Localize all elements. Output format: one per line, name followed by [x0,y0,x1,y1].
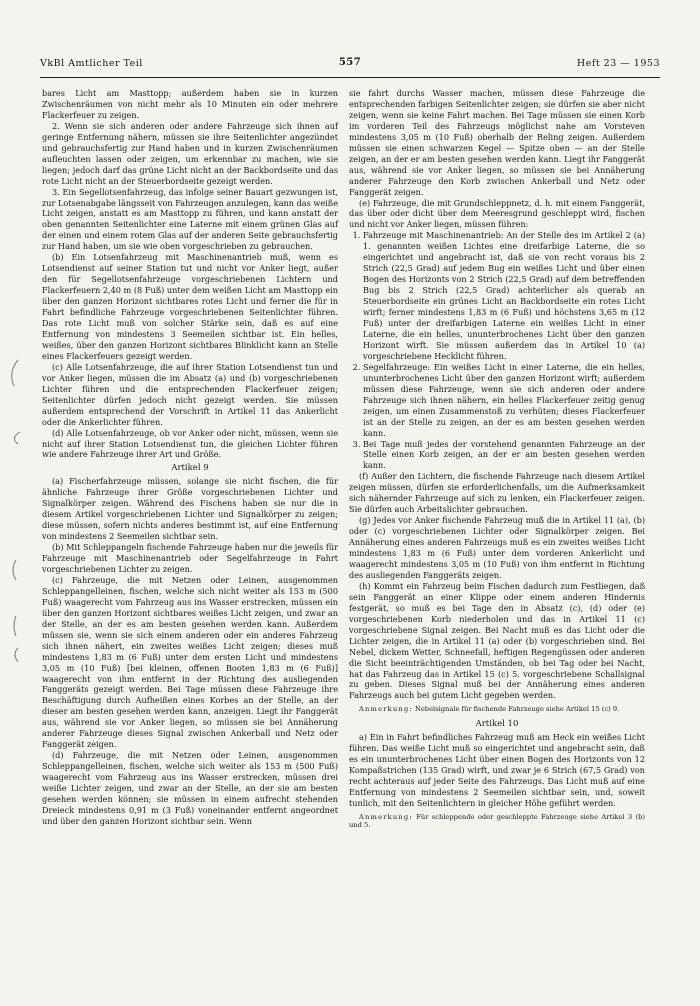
pencil-mark [13,560,16,580]
pencil-mark [14,432,20,444]
issue-label: Heft 23 — 1953 [576,58,660,69]
paragraph: a) Ein in Fahrt befindliches Fahrzeug muß am Heck ein weißes Licht führen. Das weiße Licht muß so eingerichtet und angebracht sein, daß es ein ununterbrochenes Licht über einen Bogen des Horizonts von 12 Kompaßstrichen (135 Grad) wirft, und zwar je 6 Strich (67,5 Grad) von recht achteraus auf jeder Seite des Fahrzeugs. Das Licht muß auf eine Entfernung von mindestens 2 Seemeilen sichtbar sein, und, soweit tunlich, mit den Seitenlichtern in gleicher Höhe geführt werden. [349,731,645,808]
paragraph: bares Licht am Masttopp; außerdem haben sie in kurzen Zwischenräumen von nicht mehr als 10 Minuten ein oder mehrere Flackerfeuer zu zeigen. [42,88,338,120]
page-number: 557 [338,57,362,68]
paragraph: 2. Wenn sie sich anderen oder andere Fahrzeuge sich ihnen auf geringe Entfernung nähern, müssen sie ihre Seitenlichter angezündet und gebrauchsfertig zur Hand haben und in kurzen Zwischenräumen aufleuchten lassen oder zeigen, um erkennbar zu machen, wie sie liegen; jedoch darf das grüne Licht nicht an der Backbordseite und das rote Licht nicht an der Steuerbordseite gezeigt werden. [42,120,338,186]
list-item: 1. Fahrzeuge mit Maschinenantrieb: An der Stelle des im Artikel 2 (a) 1. genannten weißen Lichtes eine dreifarbige Laterne, die so eingerichtet und angebracht ist, daß sie von recht voraus bis 2 Strich (22,5 Grad) auf jedem Bug ein weißes Licht und über einen Bogen des Horizonts von 2 Strich (22,5 Grad) auf dem betreffenden Bug bis 2 Strich (22,5 Grad) achterlicher als querab an Steuerbordseite ein grünes Licht an Backbordseite ein rotes Licht wirft; ferner mindestens 1,83 m (6 Fuß) und höchstens 3,65 m (12 Fuß) unter der dreifarbigen Laterne ein weißes Licht in einer Laterne, die ein helles, ununterbrochenes Licht über den ganzen Horizont wirft. Sie müssen außerdem das in Artikel 10 (a) vorgeschriebene Hecklicht führen. [363,230,645,361]
paragraph: (c) Alle Lotsenfahrzeuge, die auf ihrer Station Lotsendienst tun und vor Anker liegen, müssen die im Absatz (a) und (b) vorgeschriebenen Lichter führen und die entsprechenden Flackerfeuer zeigen; Seitenlichter dürfen jedoch nicht gezeigt werden. Sie müssen außerdem entsprechend der Vorschrift in Artikel 11 das Ankerlicht oder die Ankerlichter führen. [42,361,338,427]
footnote [349,705,645,714]
note-text: Nebelsignale für fischende Fahrzeuge siehe Artikel 15 (c) 9. [414,705,620,714]
left-column [42,88,338,827]
margin-pencil-marks [0,0,40,700]
paragraph: (d) Alle Lotsenfahrzeuge, ob vor Anker oder nicht, müssen, wenn sie nicht auf ihrer Station Lotsendienst tun, die gleichen Lichter führen wie andere Fahrzeuge ihrer Art und Größe. [42,427,338,460]
paragraph: (a) Fischerfahrzeuge müssen, solange sie nicht fischen, die für ähnliche Fahrzeuge ihrer Größe vorgeschriebenen Lichter und Signalkörper zeigen. Während des Fischens haben sie nur die in diesem Artikel vorgeschriebenen Lichter und Signalkörper zu zeigen; diese müssen, sofern nichts anderes bestimmt ist, auf eine Entfernung von mindestens 2 Seemeilen sichtbar sein. [42,476,338,542]
note-text: Für schleppende oder geschleppte Fahrzeuge siehe Artikel 3 (b) und 5. [349,812,645,830]
right-column [349,88,645,835]
paragraph: (c) Fahrzeuge, die mit Netzen oder Leinen, ausgenommen Schleppangelleinen, fischen, welche sich nicht weiter als 153 m (500 Fuß) waagerecht vom Fahrzeug aus ins Wasser erstrecken, müssen ein über den ganzen Horizont sichtbares weißes Licht zeigen, und zwar an der Stelle, an der es am besten gesehen werden kann. Außerdem müssen sie, wenn sie sich einem anderen oder ein anderes Fahrzeug sich ihnen nähert, ein zweites weißes Licht zeigen; dieses muß mindestens 1,83 m (6 Fuß) unter dem ersten Licht und mindestens 3,05 m (10 Fuß) [bei kleinen, offenen Booten 1,83 m (6 Fuß)] waagerecht von ihm entfernt in der Richtung des ausliegenden Fanggeräts gezeigt werden. Bei Tage müssen diese Fahrzeuge ihre Beschäftigung durch Aufheißen eines Korbes an der Stelle, an der dieser am besten gesehen werden kann, anzeigen. Liegt ihr Fanggerät aus, während sie vor Anker liegen, so müssen sie bei Annäherung anderer Fahrzeuge dieses Signal zwischen Ankerball und Netz oder Fanggerät zeigen. [42,574,338,750]
paragraph: (b) Mit Schleppangeln fischende Fahrzeuge haben nur die jeweils für Fahrzeuge mit Maschinenantrieb oder Segelfahrzeuge in Fahrt vorgeschriebenen Lichter zu zeigen. [42,542,338,574]
pencil-mark [12,360,18,386]
paragraph: (e) Fahrzeuge, die mit Grundschleppnetz, d. h. mit einem Fanggerät, das über oder dicht über dem Meeresgrund geschleppt wird, fischen und nicht vor Anker liegen, müssen führen: [349,197,645,230]
paragraph: 3. Ein Segellotsenfahrzeug, das infolge seiner Bauart gezwungen ist, zur Lotsenabgabe längsseit von Fahrzeugen anzulegen, kann das weiße Licht zeigen, anstatt es am Masttopp zu führen, und kann anstatt der oben genannten Seitenlichter eine Laterne mit einem grünen Glas auf der einen und einem rotem Glas auf der anderen Seite gebrauchsfertig zur Hand haben, um sie wie oben vorgeschrieben zu gebrauchen. [42,186,339,252]
paragraph: (g) Jedes vor Anker fischende Fahrzeug muß die in Artikel 11 (a), (b) oder (c) vorgeschriebenen Lichter oder Signalkörper zeigen. Bei Annäherung eines anderen Fahrzeugs muß es ein zweites weißes Licht mindestens 1,83 m (6 Fuß) unter dem vorderen Ankerlicht und waagerecht mindestens 3,05 m (10 Fuß) von ihm entfernt in Richtung des ausliegenden Fanggeräts zeigen. [349,515,645,580]
list-item: 2. Segelfahrzeuge: Ein weißes Licht in einer Laterne, die ein helles, ununterbrochenes Licht über den ganzen Horizont wirft; außerdem müssen diese Fahrzeuge, wenn sie sich anderen oder andere Fahrzeuge sich ihnen nähern, ein helles Flackerfeuer zeitig genug zeigen, um einen Zusammenstoß zu verhüten; dieses Flackerfeuer ist an der Stelle zu zeigen, an der es am besten gesehen werden kann. [363,362,645,439]
paragraph: (f) Außer den Lichtern, die fischende Fahrzeuge nach diesem Artikel zeigen müssen, dürfen sie erforderlichenfalls, um die Aufmerksamkeit sich nähernder Fahrzeuge auf sich zu lenken, ein Flackerfeuer zeigen. Sie dürfen auch Arbeitslichter gebrauchen. [349,471,645,515]
pencil-mark [14,616,16,636]
note-label: Anmerkung: [359,812,413,821]
article-heading: Artikel 10 [475,718,519,729]
journal-name: VkBl Amtlicher Teil [40,58,143,69]
paragraph: (d) Fahrzeuge, die mit Netzen oder Leinen, ausgenommen Schleppangelleinen, fischen, welche sich weiter als 153 m (500 Fuß) waagerecht vom Fahrzeug aus ins Wasser erstrecken, müssen drei weiße Lichter zeigen, und zwar an der Stelle, an der sie am besten gesehen werden können; sie müssen in einem aufrecht stehenden Dreieck mindestens 0,91 m (3 Fuß) voneinander entfernt angeordnet und über den ganzen Horizont sichtbar sein. Wenn [42,750,338,826]
list-item: 3. Bei Tage muß jedes der vorstehend genannten Fahrzeuge an der Stelle einen Korb zeigen, an der er am besten gesehen werden kann. [363,439,645,472]
article-heading: Artikel 9 [171,463,209,474]
page-header [40,58,660,76]
header-rule [40,77,660,78]
numbered-list [349,230,645,471]
note-label: Anmerkung: [359,705,413,714]
paragraph: (b) Ein Lotsenfahrzeug mit Maschinenantrieb muß, wenn es Lotsendienst auf seiner Station tut und nicht vor Anker liegt, außer den für Segellotsenfahrzeuge vorgeschriebenen Lichtern und Flackerfeuern 2,40 m (8 Fuß) unter dem weißen Licht am Masttopp ein über den ganzen Horizont sichtbares rotes Licht und ferner die für in Fahrt befindliche Fahrzeuge vorgeschriebenen Seitenlichter führen. Das rote Licht muß von solcher Stärke sein, daß es auf eine Entfernung von mindestens 3 Seemeilen sichtbar ist. Ein helles, weißes, über den ganzen Horizont sichtbares Blinklicht kann an Stelle eines Flackerfeuers gezeigt werden. [42,252,338,361]
paragraph: sie fahrt durchs Wasser machen, müssen diese Fahrzeuge die entsprechenden farbigen Seitenlichter zeigen; sie dürfen sie aber nicht zeigen, wenn sie keine Fahrt machen. Bei Tage müssen sie einen Korb im vorderen Teil des Fahrzeugs möglichst nahe am Vorsteven mindestens 3,05 m (10 Fuß) oberhalb der Reling zeigen. Außerdem müssen sie einen schwarzen Kegel — Spitze oben — an der Stelle zeigen, an der er am besten gesehen werden kann. Liegt ihr Fanggerät aus, während sie vor Anker liegen, so müssen sie bei Annäherung anderer Fahrzeuge den Korb zwischen Ankerball und Netz oder Fanggerät zeigen. [349,88,645,197]
pencil-mark [15,648,18,662]
footnote [349,813,645,830]
paragraph: (h) Kommt ein Fahrzeug beim Fischen dadurch zum Festliegen, daß sein Fanggerät an einer Klippe oder einem anderen Hindernis festgerät, so muß es bei Tage den in Absatz (c), (d) oder (e) vorgeschriebenen Korb niederholen und das in Artikel 11 (c) vorgeschriebene Signal zeigen. Bei Nacht muß es das Licht oder die Lichter zeigen, die in Artikel 11 (a) oder (b) vorgeschrieben sind. Bei Nebel, dickem Wetter, Schneefall, heftigen Regengüssen oder anderen die Sicht beeinträchtigenden Umständen, ob bei Tag oder bei Nacht, hat das Fahrzeug das in Artikel 15 (c) 5. vorgeschriebene Schallsignal zu geben. Dieses Signal muß bei der Annäherung eines anderen Fahrzeugs auch bei gutem Licht gegeben werden. [349,580,645,701]
